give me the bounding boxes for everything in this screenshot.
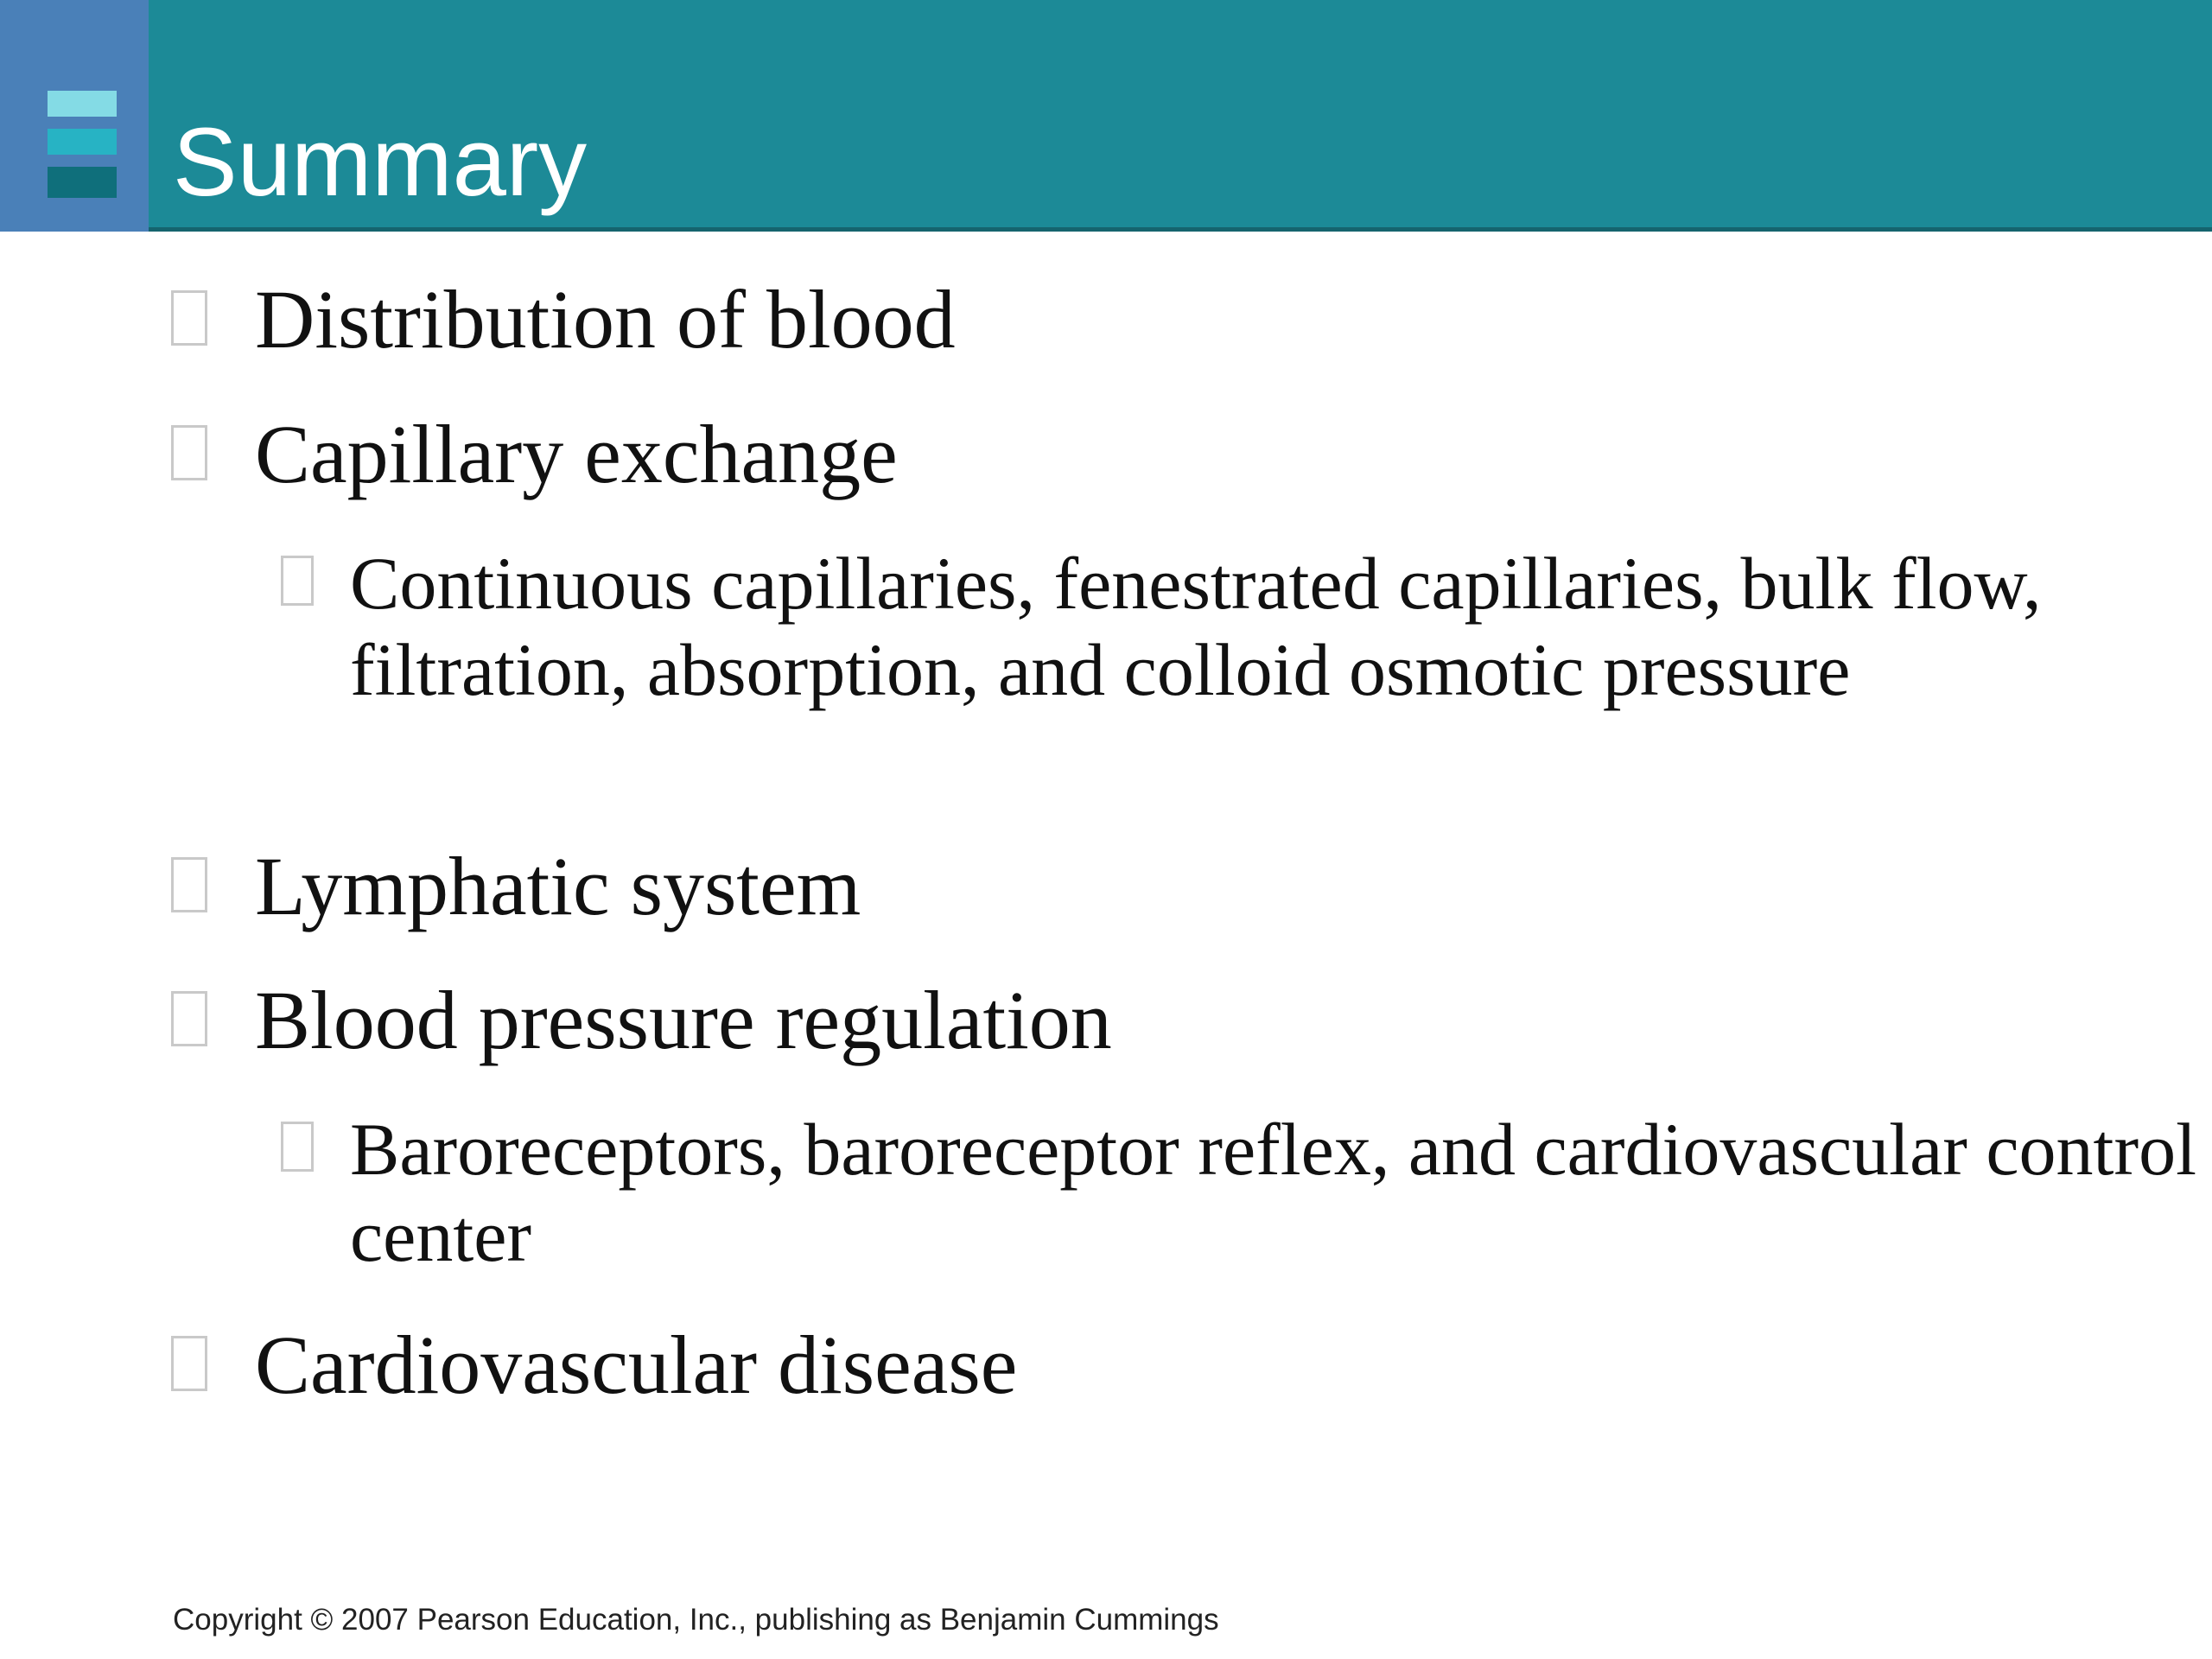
bullet-box-icon bbox=[171, 290, 207, 346]
copyright-footer: Copyright © 2007 Pearson Education, Inc., publishing as Benjamin Cummings bbox=[173, 1603, 1219, 1637]
bullet-text: Lymphatic system bbox=[255, 840, 861, 932]
bullet-text: Blood pressure regulation bbox=[255, 974, 1112, 1066]
bullet-box-icon bbox=[281, 556, 314, 606]
bullet-text: Baroreceptors, baroreceptor reflex, and cardiovascular control center bbox=[350, 1108, 2196, 1277]
bullet-text: Cardiovascular disease bbox=[255, 1319, 1018, 1411]
bullet-box-icon bbox=[281, 1122, 314, 1172]
slide-title: Summary bbox=[173, 108, 588, 216]
bullet-text: Continuous capillaries, fenestrated capillaries, bulk flow, filtration, absorption, and colloid osmotic pressure bbox=[350, 542, 2042, 711]
bullet-box-icon bbox=[171, 857, 207, 912]
bullet-text: Capillary exchange bbox=[255, 408, 898, 500]
bullet-box-icon bbox=[171, 425, 207, 480]
bullet-text: Distribution of blood bbox=[255, 273, 956, 365]
bullet-box-icon bbox=[171, 991, 207, 1046]
bullet-box-icon bbox=[171, 1336, 207, 1391]
